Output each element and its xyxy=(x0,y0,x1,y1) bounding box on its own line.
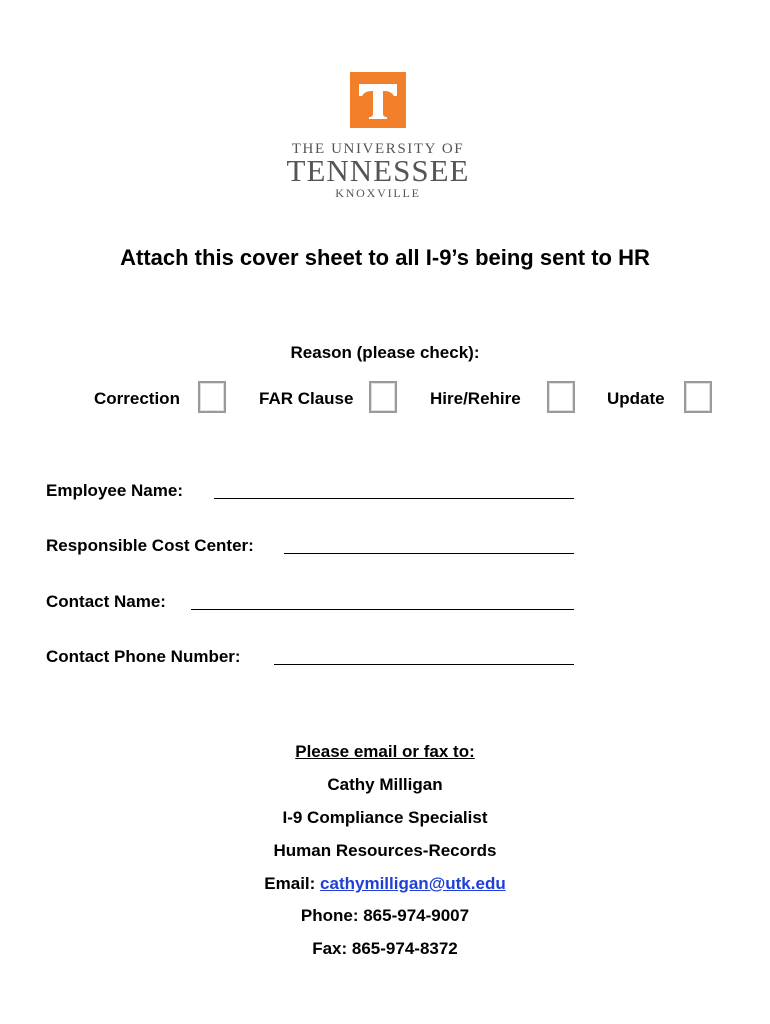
reason-label: Reason (please check): xyxy=(290,343,480,362)
contact-role: I-9 Compliance Specialist xyxy=(282,808,488,827)
email-link[interactable]: cathymilligan@utk.edu xyxy=(320,874,506,893)
option-update-label: Update xyxy=(607,389,665,408)
option-far-clause-label: FAR Clause xyxy=(259,389,354,408)
option-correction-label: Correction xyxy=(94,389,180,408)
university-campus: KNOXVILLE xyxy=(335,186,421,200)
contact-phone: Phone: 865-974-9007 xyxy=(300,906,470,925)
university-line-1: THE UNIVERSITY OF xyxy=(291,141,465,157)
contact-name-field[interactable] xyxy=(191,609,574,610)
option-hire-rehire-label: Hire/Rehire xyxy=(430,389,521,408)
contact-phone-label: Contact Phone Number: xyxy=(46,647,241,666)
hire-rehire-checkbox[interactable] xyxy=(547,381,575,413)
far-clause-checkbox[interactable] xyxy=(369,381,397,413)
employee-name-field[interactable] xyxy=(214,498,574,499)
update-checkbox[interactable] xyxy=(684,381,712,413)
email-label: Email: xyxy=(264,874,316,893)
cost-center-field[interactable] xyxy=(284,553,574,554)
contact-fax: Fax: 865-974-8372 xyxy=(312,939,458,958)
ut-logo-icon xyxy=(350,72,406,128)
cost-center-label: Responsible Cost Center: xyxy=(46,536,254,555)
contact-department: Human Resources-Records xyxy=(273,841,497,860)
employee-name-label: Employee Name: xyxy=(46,481,183,500)
contact-person-name: Cathy Milligan xyxy=(327,775,443,794)
contact-heading: Please email or fax to: xyxy=(295,742,475,761)
page-title: Attach this cover sheet to all I-9’s being sent to HR xyxy=(120,245,650,270)
university-name: TENNESSEE xyxy=(286,153,470,188)
contact-name-label: Contact Name: xyxy=(46,592,166,611)
correction-checkbox[interactable] xyxy=(198,381,226,413)
contact-email-row xyxy=(0,874,770,894)
contact-phone-field[interactable] xyxy=(274,664,574,665)
